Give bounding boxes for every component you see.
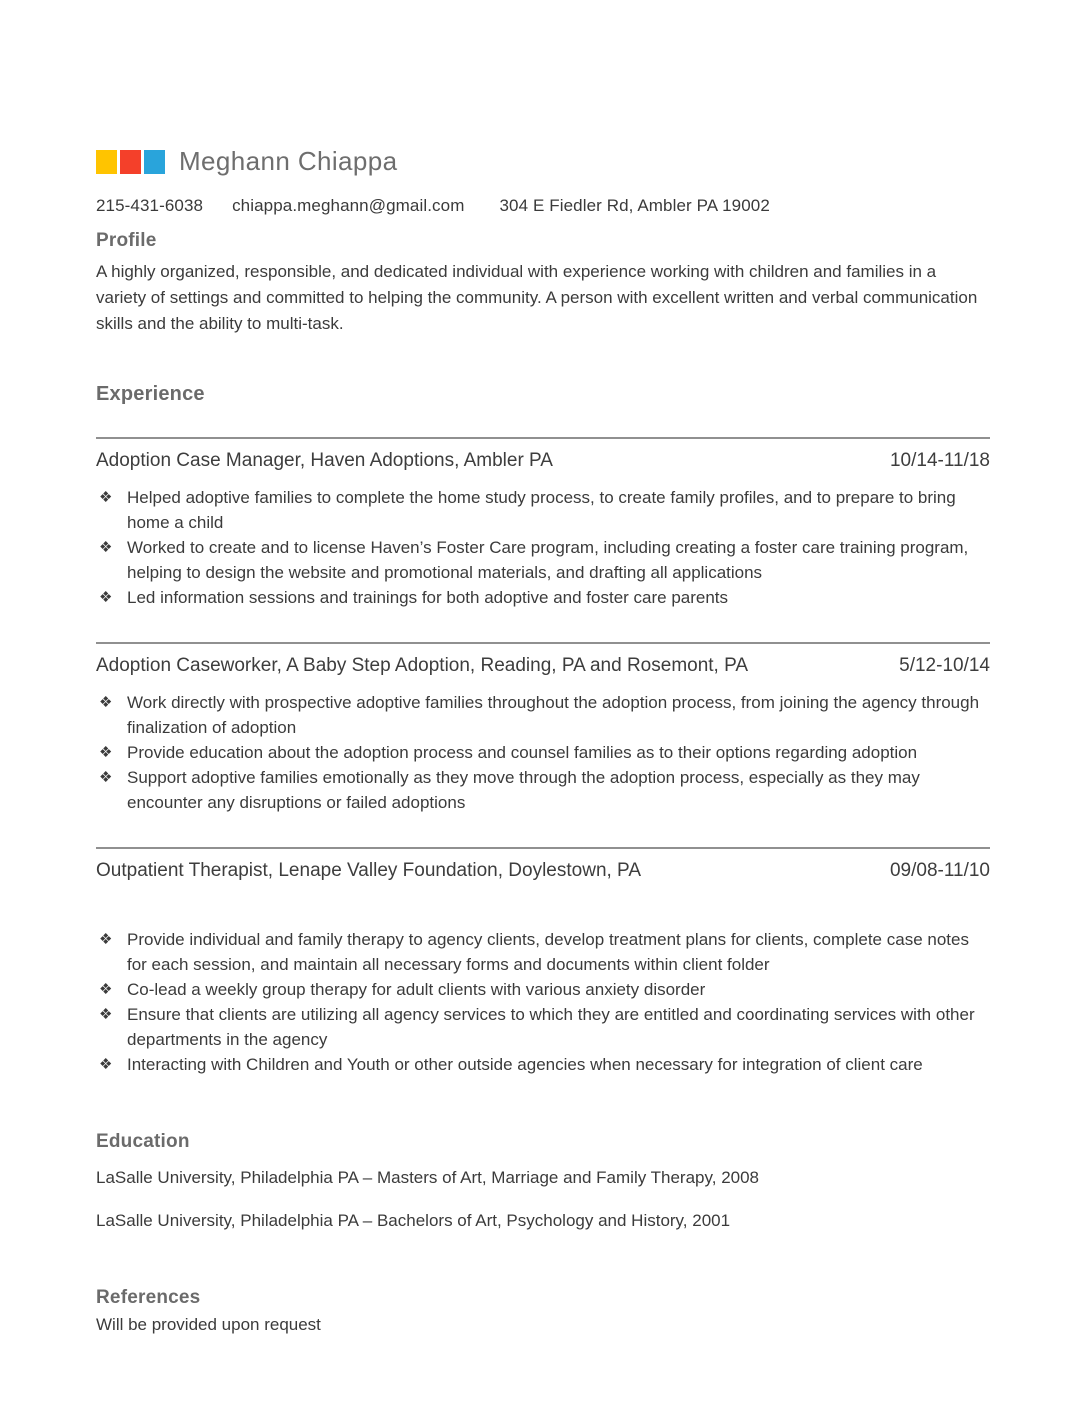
diamond-bullet-icon: ❖ [99,931,113,948]
bullet-text: Support adoptive families emotionally as they move through the adoption process, especially as they may encounter any disruptions or failed adoptions [127,768,920,812]
job-bullets [96,927,990,1077]
bullet-item [96,585,990,610]
education-item: LaSalle University, Philadelphia PA – Masters of Art, Marriage and Family Therapy, 2008 [96,1168,760,1187]
profile-heading: Profile [96,230,157,251]
bullet-item [96,977,990,1002]
email-address: chiappa.meghann@gmail.com [232,196,465,215]
section-divider [96,642,990,644]
bullet-text: Co-lead a weekly group therapy for adult clients with various anxiety disorder [127,980,706,999]
job-title: Outpatient Therapist, Lenape Valley Foundation, Doylestown, PA [96,860,641,881]
section-divider [96,847,990,849]
person-name: Meghann Chiappa [179,146,398,176]
bullet-item [96,535,990,585]
section-divider [96,437,990,439]
job-dates: 09/08-11/10 [889,860,990,881]
bullet-item [96,765,990,815]
bullet-item [96,690,990,740]
job-entry-3 [96,860,990,1077]
bullet-item [96,740,990,765]
postal-address: 304 E Fiedler Rd, Ambler PA 19002 [499,196,770,215]
job-header [96,655,990,677]
bullet-text: Interacting with Children and Youth or other outside agencies when necessary for integration of client care [127,1055,923,1074]
education-item: LaSalle University, Philadelphia PA – Bachelors of Art, Psychology and History, 2001 [96,1211,731,1230]
diamond-bullet-icon: ❖ [99,694,113,711]
contact-row [96,196,990,216]
bullet-item [96,1002,990,1052]
experience-section [96,383,990,1077]
job-bullets [96,485,990,610]
diamond-bullet-icon: ❖ [99,489,113,506]
references-section [96,1287,990,1335]
job-title: Adoption Caseworker, A Baby Step Adoption, Reading, PA and Rosemont, PA [96,655,749,676]
logo-square-blue-icon [144,150,165,174]
bullet-text: Work directly with prospective adoptive families throughout the adoption process, from joining the agency through finalization of adoption [127,693,980,737]
job-entry-2 [96,655,990,815]
job-header [96,450,990,472]
diamond-bullet-icon: ❖ [99,539,113,556]
job-dates: 10/14-11/18 [889,450,990,471]
resume-header [96,146,990,216]
job-header [96,860,990,882]
diamond-bullet-icon: ❖ [99,769,113,786]
references-text: Will be provided upon request [96,1315,321,1334]
diamond-bullet-icon: ❖ [99,1056,113,1073]
bullet-text: Ensure that clients are utilizing all agency services to which they are entitled and coordinating services with other departments in the agency [127,1005,975,1049]
bullet-text: Provide individual and family therapy to agency clients, develop treatment plans for clients, complete case notes for each session, and maintain all necessary forms and documents within client folder [127,930,969,974]
diamond-bullet-icon: ❖ [99,981,113,998]
logo-square-yellow-icon [96,150,117,174]
bullet-item [96,927,990,977]
profile-section [96,230,990,337]
logo-squares-icon [96,150,165,174]
job-title: Adoption Case Manager, Haven Adoptions, Ambler PA [96,450,553,471]
diamond-bullet-icon: ❖ [99,589,113,606]
bullet-item [96,1052,990,1077]
bullet-text: Worked to create and to license Haven’s Foster Care program, including creating a foster care training program, helping to design the website and promotional materials, and drafting all applications [127,538,969,582]
logo-square-red-icon [120,150,141,174]
profile-text: A highly organized, responsible, and dedicated individual with experience working with children and families in a variety of settings and committed to helping the community. A person with excellent written and verbal communication skills and the ability to multi-task. [96,262,978,333]
diamond-bullet-icon: ❖ [99,1006,113,1023]
phone-number: 215-431-6038 [96,196,204,215]
bullet-text: Led information sessions and trainings for both adoptive and foster care parents [127,588,729,607]
experience-heading: Experience [96,383,205,405]
job-entry-1 [96,450,990,610]
education-heading: Education [96,1131,190,1152]
bullet-text: Helped adoptive families to complete the home study process, to create family profiles, and to prepare to bring home a child [127,488,956,532]
brand-row [96,146,990,177]
job-bullets [96,690,990,815]
job-dates: 5/12-10/14 [899,655,990,676]
diamond-bullet-icon: ❖ [99,744,113,761]
education-section [96,1131,990,1231]
references-heading: References [96,1287,201,1308]
bullet-item [96,485,990,535]
bullet-text: Provide education about the adoption process and counsel families as to their options regarding adoption [127,743,918,762]
